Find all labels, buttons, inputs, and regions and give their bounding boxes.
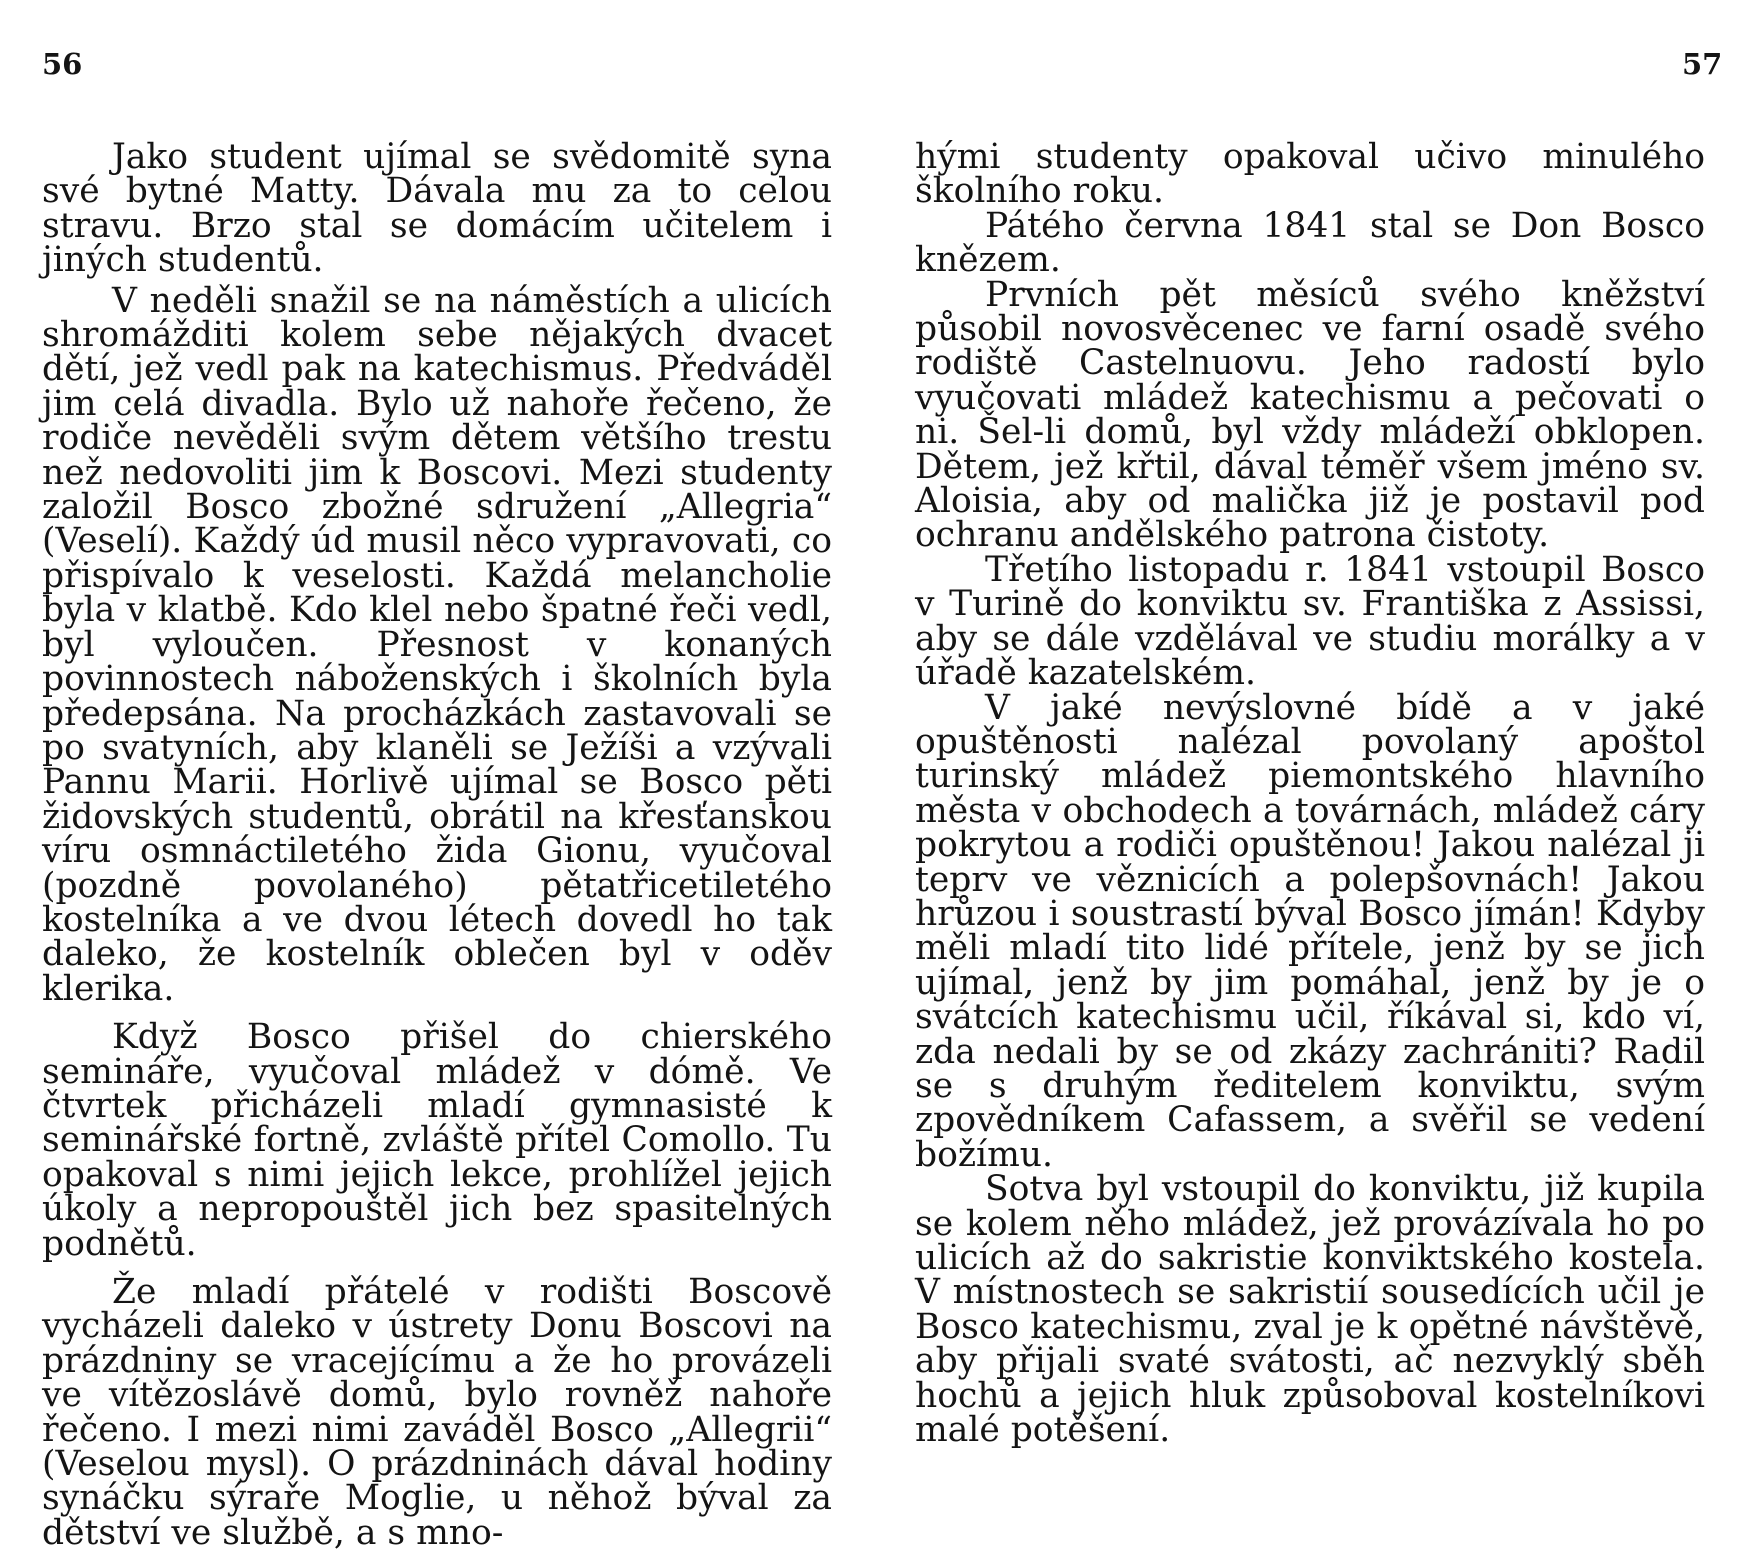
right-page-text [915, 137, 1705, 1451]
paragraph: V jaké nevýslovné bídě a v jaké opuštěnosti nalézal povolaný apoštol turinský mládež piemontského hlavního města v obchodech a továrnách, mládež cáry pokrytou a rodiči opuštěnou! Jakou nalézal ji teprv ve věznicích a polepšovnách! Jakou hrůzou i soustrastí býval Bosco jímán! Kdyby měli mladí tito lidé přítele, jenž by se jich ujímal, jenž by jim pomáhal, jenž by je o svátcích katechismu učil, říkával si, kdo ví, zda nedali by se od zkázy zachrániti? Radil se s druhým ředitelem konviktu, svým zpovědníkem Cafassem, a svěřil se vedení božímu. [915, 687, 1705, 1175]
page-number-right: 57 [1682, 47, 1723, 81]
paragraph: Když Bosco přišel do chierského semináře, vyučoval mládež v dómě. Ve čtvrtek přicházeli mladí gymnasisté k seminářské fortně, zvláště přítel Comollo. Tu opakoval s nimi jejich lekce, prohlížel jejich úkoly a nepropouštěl jich bez spasitelných podnětů. [42, 1017, 832, 1264]
paragraph-continuation: hými studenty opakoval učivo minulého školního roku. [915, 137, 1705, 212]
left-page-text [42, 137, 832, 1553]
paragraph: Pátého června 1841 stal se Don Bosco knězem. [915, 205, 1705, 281]
paragraph: Třetího listopadu r. 1841 vstoupil Bosco v Turině do konviktu sv. Františka z Assissi, aby se dále vzdělával ve studiu morálky a v úřadě kazatelském. [915, 549, 1705, 694]
paragraph: Sotva byl vstoupil do konviktu, již kupila se kolem něho mládež, jež provázívala ho po ulicích až do sakristie konviktského kostela. V místnostech se sakristií sousedících učil je Bosco katechismu, zval je k opětné návštěvě, aby přijali svaté svátosti, ač nezvyklý sběh hochů a jejich hluk způsoboval kostelníkovi malé potěšení. [915, 1169, 1705, 1451]
paragraph: Prvních pět měsíců svého kněžství působil novosvěcenec ve farní osadě svého rodiště Castelnuovu. Jeho radostí bylo vyučovati mládež katechismu a pečovati o ni. Šel-li domů, byl vždy mládeží obklopen. Dětem, jež křtil, dával téměř všem jméno sv. Aloisia, aby od malička již je postavil pod ochranu andělského patrona čistoty. [915, 274, 1705, 556]
paragraph: Jako student ujímal se svědomitě syna své bytné Matty. Dávala mu za to celou stravu. Brzo stal se domácím učitelem i jiných studentů. [42, 137, 832, 281]
page-number-left: 56 [42, 47, 83, 81]
paragraph: Že mladí přátelé v rodišti Boscově vycházeli daleko v ústrety Donu Boscovi na prázdniny se vracejícímu a že ho provázeli ve vítězoslávě domů, bylo rovněž nahoře řečeno. I mezi nimi zaváděl Bosco „Allegrii“ (Veselou mysl). O prázdninách dával hodiny synáčku sýraře Moglie, u něhož býval za dětství ve službě, a s mno- [42, 1272, 832, 1553]
paragraph: V neděli snažil se na náměstích a ulicích shromážditi kolem sebe nějakých dvacet dětí, jež vedl pak na katechismus. Předváděl jim celá divadla. Bylo už nahoře řečeno, že rodiče nevěděli svým dětem většího trestu než nedovoliti jim k Boscovi. Mezi studenty založil Bosco zbožné sdružení „Allegria“ (Veselí). Každý úd musil něco vypravovati, co přispívalo k veselosti. Každá melancholie byla v klatbě. Kdo klel nebo špatné řeči vedl, byl vyloučen. Přesnost v konaných povinnostech náboženských i školních byla předepsána. Na procházkách zastavovali se po svatyních, aby klaněli se Ježíši a vzývali Pannu Marii. Horlivě ujímal se Bosco pěti židovských studentů, obrátil na křesťanskou víru osmnáctiletého žida Gionu, vyučoval (pozdně povolaného) pětatřicetiletého kostelníka a ve dvou létech dovedl ho tak daleko, že kostelník oblečen byl v oděv klerika. [42, 280, 832, 1009]
